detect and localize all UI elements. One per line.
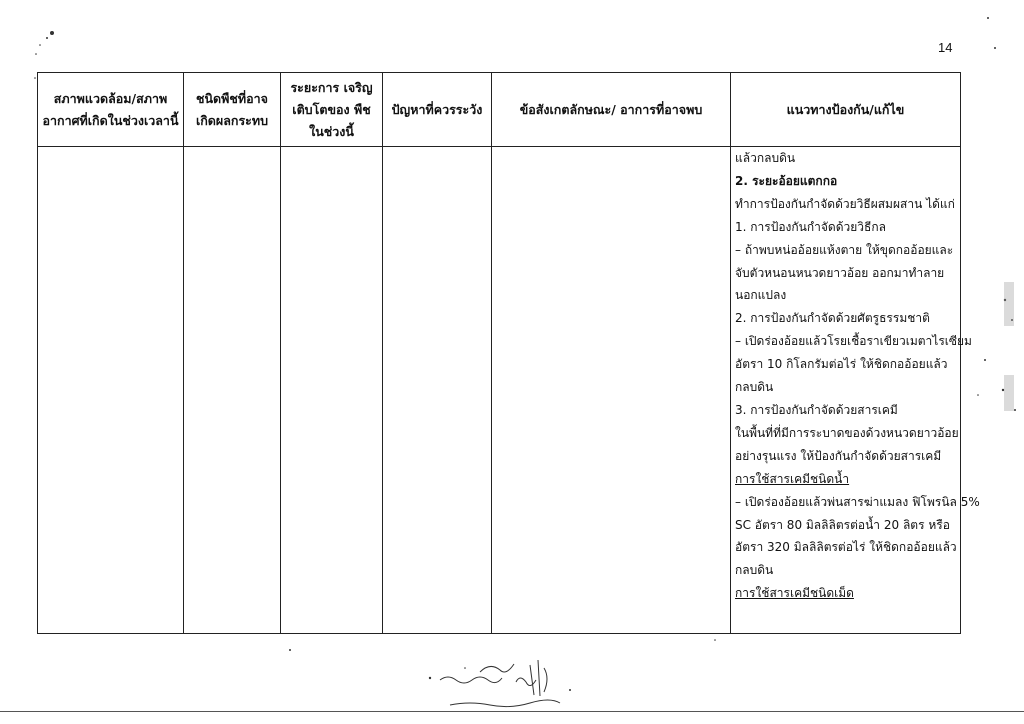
header-affected-crops: ชนิดพืชที่อาจ เกิดผลกระทบ: [184, 73, 281, 147]
guidance-line: ในพื้นที่ที่มีการระบาดของด้วงหนวดยาวอ้อย: [735, 425, 959, 440]
cell-growth-stage: [281, 147, 383, 634]
guidance-line: จับตัวหนอนหนวดยาวอ้อย ออกมาทำลาย: [735, 265, 945, 280]
guidance-line: – ถ้าพบหน่ออ้อยแห้งตาย ให้ขุดกออ้อยและ: [735, 242, 954, 257]
guidance-line: กลบดิน: [735, 563, 774, 578]
guidance-line: 2. ระยะอ้อยแตกกอ: [735, 173, 838, 188]
cell-observed-symptoms: [492, 147, 731, 634]
header-growth-stage: ระยะการ เจริญเติบโตของ พืชในช่วงนี้: [281, 73, 383, 147]
cell-affected-crops: [184, 147, 281, 634]
guidance-line: การใช้สารเคมีชนิดน้ำ: [735, 471, 850, 486]
cell-problems-to-watch: [383, 147, 492, 634]
header-prevention-guidance: แนวทางป้องกัน/แก้ไข: [731, 73, 961, 147]
table-header-row: [38, 73, 961, 147]
guidance-line: แล้วกลบดิน: [735, 151, 796, 165]
guidance-line: 1. การป้องกันกำจัดด้วยวิธีกล: [735, 219, 886, 234]
guidance-line: 2. การป้องกันกำจัดด้วยศัตรูธรรมชาติ: [735, 311, 930, 326]
guidance-line: การใช้สารเคมีชนิดเม็ด: [735, 586, 854, 601]
guidance-line: ทำการป้องกันกำจัดด้วยวิธีผสมผสาน ได้แก่: [735, 196, 955, 211]
table-row: [38, 147, 961, 634]
cell-environment: [38, 147, 184, 634]
guidance-line: อัตรา 320 มิลลิลิตรต่อไร่ ให้ชิดกออ้อยแล้ว: [735, 540, 957, 555]
signature-stamp-icon: [420, 650, 580, 712]
guidance-line: – เปิดร่องอ้อยแล้วโรยเชื้อราเขียวเมตาไรเซียม: [735, 334, 972, 349]
header-observed-symptoms: ข้อสังเกตลักษณะ/ อาการที่อาจพบ: [492, 73, 731, 147]
guidance-table: [37, 72, 980, 634]
header-problems-to-watch: ปัญหาที่ควรระวัง: [383, 73, 492, 147]
bottom-rule: [0, 711, 1024, 712]
guidance-line: อย่างรุนแรง ให้ป้องกันกำจัดด้วยสารเคมี: [735, 448, 942, 463]
guidance-text: [735, 147, 980, 605]
guidance-line: – เปิดร่องอ้อยแล้วพ่นสารฆ่าแมลง ฟิโพรนิล 5%: [735, 494, 980, 509]
page-number: 14: [938, 40, 953, 55]
guidance-line: นอกแปลง: [735, 288, 787, 303]
guidance-line: SC อัตรา 80 มิลลิลิตรต่อน้ำ 20 ลิตร หรือ: [735, 517, 950, 532]
guidance-line: 3. การป้องกันกำจัดด้วยสารเคมี: [735, 402, 898, 417]
guidance-line: กลบดิน: [735, 380, 774, 395]
guidance-line: อัตรา 10 กิโลกรัมต่อไร่ ให้ชิดกออ้อยแล้ว: [735, 357, 948, 372]
cell-prevention-guidance: [731, 147, 980, 634]
header-environment: สภาพแวดล้อม/สภาพ อากาศที่เกิดในช่วงเวลานี้: [38, 73, 184, 147]
